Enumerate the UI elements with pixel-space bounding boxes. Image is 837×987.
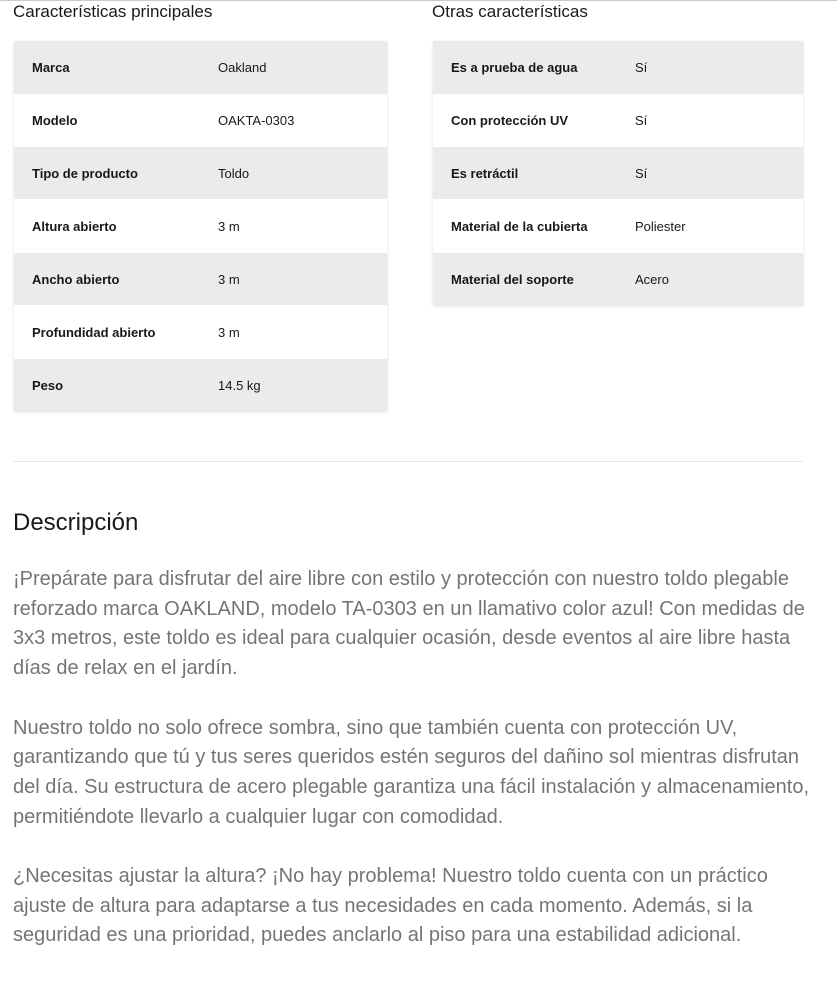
other-specs-table	[433, 41, 803, 305]
table-row	[14, 359, 387, 411]
description-paragraph: ¡Prepárate para disfrutar del aire libre con estilo y protección con nuestro toldo plegable reforzado marca OAKLAND, modelo TA-0303 en un llamativo color azul! Con medidas de 3x3 metros, este toldo es ideal para cualquier ocasión, desde eventos al aire libre hasta días de relax en el jardín.	[13, 568, 805, 680]
spec-label: Modelo	[32, 113, 78, 128]
table-row	[14, 41, 387, 94]
main-specs-table	[14, 41, 387, 411]
spec-label: Es a prueba de agua	[451, 60, 578, 75]
spec-value: Sí	[635, 60, 648, 75]
table-row	[433, 147, 803, 199]
spec-value: Poliester	[635, 218, 686, 234]
table-row	[14, 94, 387, 147]
spec-value: Acero	[635, 271, 669, 287]
main-specs-title: Características principales	[13, 2, 213, 21]
spec-label: Tipo de producto	[32, 165, 138, 181]
description-title: Descripción	[13, 509, 139, 536]
table-row	[433, 94, 803, 147]
description-paragraph: ¿Necesitas ajustar la altura? ¡No hay problema! Nuestro toldo cuenta con un práctico ajuste de altura para adaptarse a tus necesidades en cada momento. Además, si la seguridad es una prioridad, puedes anclarlo al piso para una estabilidad adicional.	[13, 865, 768, 947]
table-row	[14, 147, 387, 199]
spec-value: 3 m	[218, 271, 240, 287]
spec-label: Marca	[32, 60, 70, 75]
spec-value: 3 m	[218, 218, 240, 234]
table-row	[14, 253, 387, 305]
spec-value: Sí	[635, 165, 648, 181]
spec-label: Es retráctil	[451, 165, 519, 181]
spec-label: Altura abierto	[32, 218, 117, 234]
spec-value: OAKTA-0303	[218, 113, 295, 128]
spec-label: Con protección UV	[451, 113, 569, 128]
description-body	[13, 565, 813, 981]
table-row	[14, 199, 387, 253]
table-row	[14, 305, 387, 359]
spec-label: Material del soporte	[451, 271, 574, 287]
table-row	[433, 253, 803, 305]
section-divider	[13, 461, 803, 462]
spec-value: Oakland	[218, 60, 267, 75]
spec-value: Toldo	[218, 165, 250, 181]
spec-label: Profundidad abierto	[32, 324, 156, 340]
description-paragraph: Nuestro toldo no solo ofrece sombra, sino que también cuenta con protección UV, garantizando que tú y tus seres queridos estén seguros del dañino sol mientras disfrutan del día. Su estructura de acero plegable garantiza una fácil instalación y almacenamiento, permitiéndote llevarlo a cualquier lugar con comodidad.	[13, 716, 810, 828]
spec-label: Ancho abierto	[32, 271, 120, 287]
spec-value: 3 m	[218, 324, 240, 340]
other-specs-title: Otras características	[432, 2, 588, 21]
spec-label: Material de la cubierta	[451, 218, 588, 234]
top-rule	[0, 0, 837, 1]
spec-label: Peso	[32, 377, 64, 393]
table-row	[433, 199, 803, 253]
table-row	[433, 41, 803, 94]
spec-value: Sí	[635, 113, 648, 128]
spec-value: 14.5 kg	[218, 377, 261, 393]
